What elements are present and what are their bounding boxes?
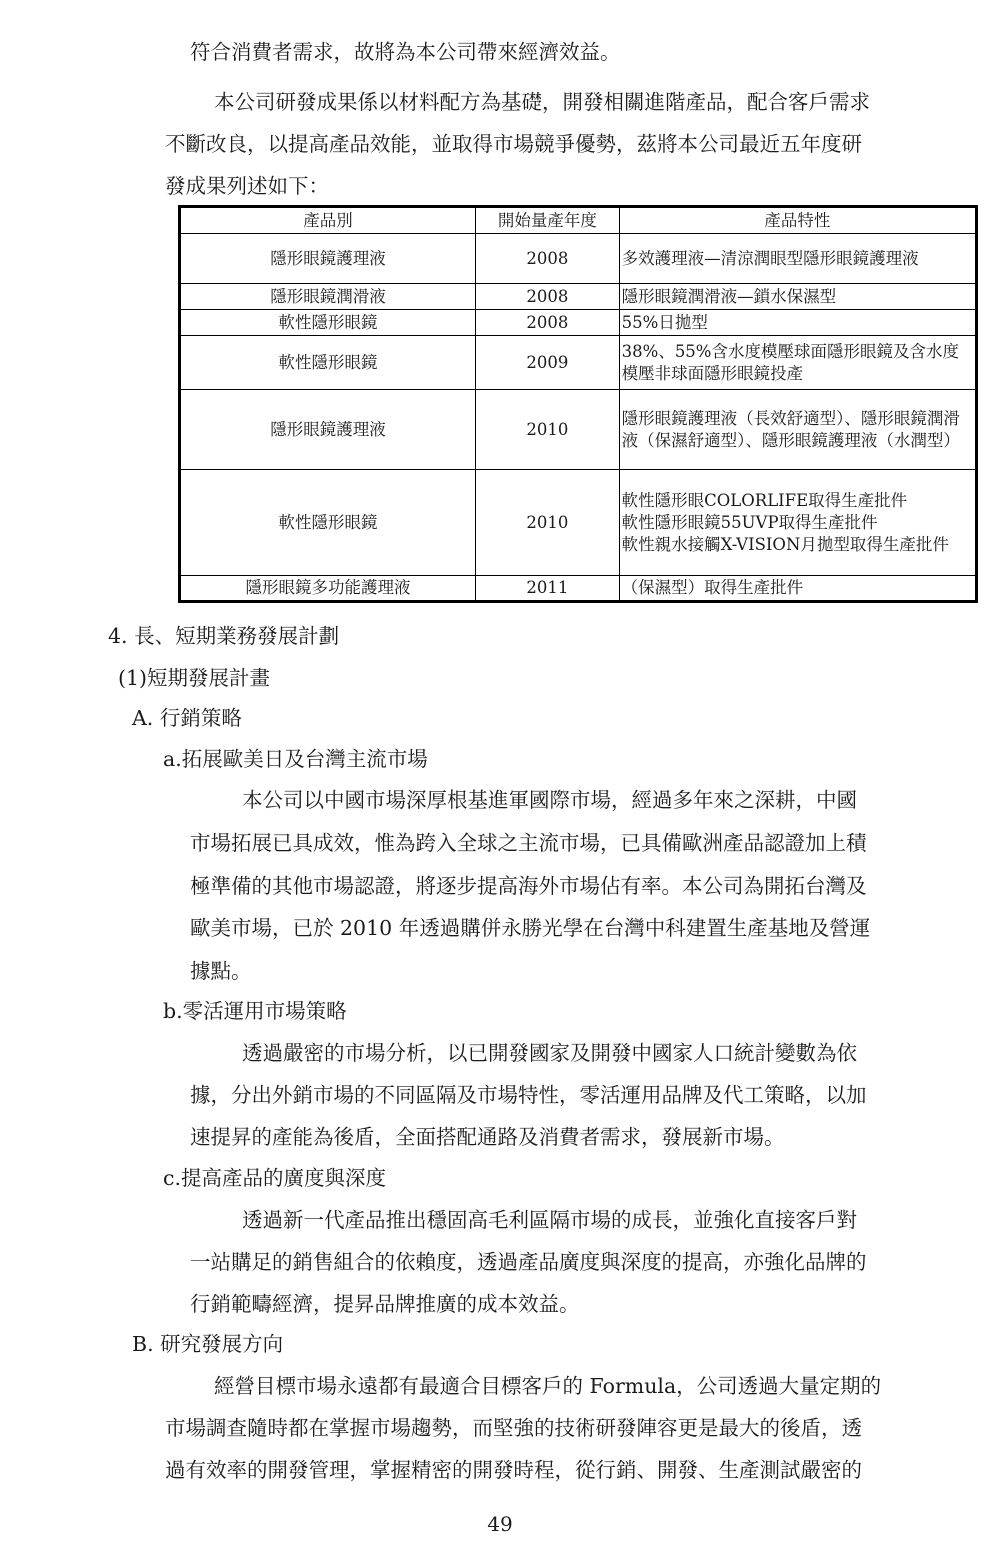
cell-feature: 55%日拋型 [619,310,976,336]
cell-feature: 隱形眼鏡護理液（長效舒適型）、隱形眼鏡潤滑液（保濕舒適型）、隱形眼鏡護理液（水潤型） [619,390,976,470]
table-row [180,576,977,602]
item-title-b: b.零活運用市場策略 [163,999,347,1023]
intro-paragraph-line: 發成果列述如下： [165,174,329,198]
intro-paragraph-line: 不斷改良，以提高產品效能，並取得市場競爭優勢，茲將本公司最近五年度研 [165,132,862,156]
cell-year: 2009 [476,336,620,390]
paragraph-line: 過有效率的開發管理，掌握精密的開發時程，從行銷、開發、生產測試嚴密的 [165,1458,862,1482]
header-product: 產品別 [180,207,476,234]
rd-results-table [178,205,978,603]
paragraph-line: 據點。 [190,959,252,983]
item-title-a: a.拓展歐美日及台灣主流市場 [163,747,428,771]
cell-feature [619,470,976,576]
header-feature: 產品特性 [619,207,976,234]
page-number: 49 [487,1512,513,1536]
paragraph-line: 市場拓展已具成效，惟為跨入全球之主流市場，已具備歐洲產品認證加上積 [190,831,867,855]
table-row [180,470,977,576]
cell-product: 隱形眼鏡潤滑液 [180,284,476,310]
table-row [180,390,977,470]
cell-year: 2008 [476,284,620,310]
cell-feature: 多效護理液—清涼潤眼型隱形眼鏡護理液 [619,234,976,284]
cell-year: 2011 [476,576,620,602]
cell-year: 2010 [476,470,620,576]
paragraph-line: 一站購足的銷售組合的依賴度，透過產品廣度與深度的提高，亦強化品牌的 [190,1250,867,1274]
cell-year: 2008 [476,234,620,284]
paragraph-line: 歐美市場，已於 2010 年透過購併永勝光學在台灣中科建置生產基地及營運 [190,916,871,940]
table-row [180,234,977,284]
cell-product: 軟性隱形眼鏡 [180,310,476,336]
cell-feature: （保濕型）取得生產批件 [619,576,976,602]
section-title: 4. 長、短期業務發展計劃 [108,624,340,648]
paragraph-line: 透過新一代產品推出穩固高毛利區隔市場的成長，並強化直接客戶對 [242,1208,857,1232]
heading-rd-direction: B. 研究發展方向 [132,1332,284,1356]
cell-product: 隱形眼鏡護理液 [180,390,476,470]
intro-paragraph-line: 本公司研發成果係以材料配方為基礎，開發相關進階產品，配合客戶需求 [214,90,870,114]
paragraph-line: 行銷範疇經濟，提昇品牌推廣的成本效益。 [190,1292,580,1316]
paragraph-line: 經營目標市場永遠都有最適合目標客戶的 Formula，公司透過大量定期的 [214,1374,882,1398]
paragraph-line: 據，分出外銷市場的不同區隔及市場特性，零活運用品牌及代工策略，以加 [190,1083,867,1107]
item-title-c: c.提高產品的廣度與深度 [163,1166,386,1190]
paragraph-line: 市場調查隨時都在掌握市場趨勢，而堅強的技術研發陣容更是最大的後盾，透 [165,1416,862,1440]
paragraph-line: 透過嚴密的市場分析，以已開發國家及開發中國家人口統計變數為依 [242,1041,857,1065]
cell-product: 軟性隱形眼鏡 [180,470,476,576]
cell-feature: 38%、55%含水度模壓球面隱形眼鏡及含水度模壓非球面隱形眼鏡投產 [619,336,976,390]
subsection-title: (1)短期發展計畫 [118,666,271,690]
table-row [180,336,977,390]
paragraph-line: 極準備的其他市場認證，將逐步提高海外市場佔有率。本公司為開拓台灣及 [190,874,867,898]
feature-line: 軟性親水接觸X-VISION月拋型取得生產批件 [621,534,949,554]
feature-line: 軟性隱形眼COLORLIFE取得生產批件 [621,490,908,510]
cell-product: 隱形眼鏡多功能護理液 [180,576,476,602]
intro-line: 符合消費者需求，故將為本公司帶來經濟效益。 [190,40,621,64]
heading-marketing-strategy: A. 行銷策略 [132,706,242,730]
table-header-row [180,207,977,234]
cell-feature: 隱形眼鏡潤滑液—鎖水保濕型 [619,284,976,310]
header-year: 開始量產年度 [476,207,620,234]
table-row [180,284,977,310]
cell-year: 2010 [476,390,620,470]
paragraph-line: 速提昇的產能為後盾，全面搭配通路及消費者需求，發展新市場。 [190,1125,785,1149]
table-row [180,310,977,336]
cell-product: 隱形眼鏡護理液 [180,234,476,284]
cell-product: 軟性隱形眼鏡 [180,336,476,390]
cell-year: 2008 [476,310,620,336]
feature-line: 軟性隱形眼鏡55UVP取得生產批件 [621,512,878,532]
paragraph-line: 本公司以中國市場深厚根基進軍國際市場，經過多年來之深耕，中國 [242,788,857,812]
